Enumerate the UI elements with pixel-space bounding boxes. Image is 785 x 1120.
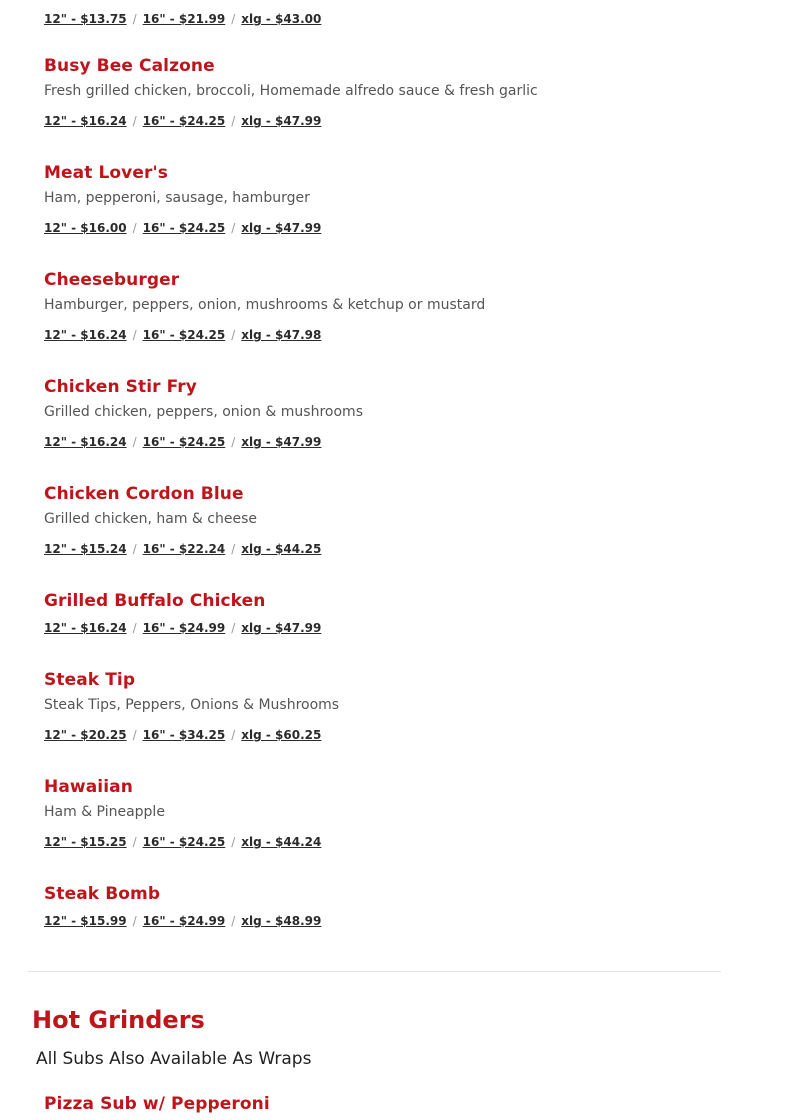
item-description: Ham, pepperoni, sausage, hamburger: [44, 190, 310, 206]
item-name: Chicken Stir Fry: [44, 377, 197, 397]
price-16-link[interactable]: 16" - $21.99: [142, 12, 226, 26]
item-name: Steak Bomb: [44, 884, 161, 904]
price-xlg-link[interactable]: xlg - $44.24: [241, 835, 322, 849]
price-12-link[interactable]: 12" - $16.24: [44, 435, 127, 449]
price-12-link[interactable]: 12" - $16.24: [44, 328, 127, 342]
menu-item: [44, 590, 321, 636]
item-name: Meat Lover's: [44, 163, 168, 183]
item-prices: [44, 434, 363, 450]
item-description: Ham & Pineapple: [44, 804, 165, 820]
price-separator: /: [231, 435, 236, 449]
price-16-link[interactable]: 16" - $24.25: [142, 221, 226, 235]
price-xlg-link[interactable]: xlg - $47.98: [241, 328, 322, 342]
item-description: Steak Tips, Peppers, Onions & Mushrooms: [44, 697, 340, 713]
price-separator: /: [132, 435, 137, 449]
menu-item: [44, 269, 485, 343]
price-16-link[interactable]: 16" - $24.25: [142, 114, 226, 128]
price-separator: /: [132, 728, 137, 742]
price-xlg-link[interactable]: xlg - $48.99: [241, 914, 322, 928]
item-name: Busy Bee Calzone: [44, 56, 215, 76]
price-12-link[interactable]: 12" - $16.24: [44, 114, 127, 128]
price-16-link[interactable]: 16" - $24.99: [142, 621, 226, 635]
item-prices: [44, 620, 321, 636]
item-description: Hamburger, peppers, onion, mushrooms & ketchup or mustard: [44, 297, 486, 313]
menu-item: [44, 776, 321, 850]
price-separator: /: [132, 542, 137, 556]
price-12-link[interactable]: 12" - $16.24: [44, 621, 127, 635]
item-description: Grilled chicken, ham & cheese: [44, 511, 257, 527]
price-xlg-link[interactable]: xlg - $43.00: [241, 12, 322, 26]
price-12-link[interactable]: 12" - $15.24: [44, 542, 127, 556]
price-12-link[interactable]: 12" - $13.75: [44, 12, 127, 26]
item-description: Grilled chicken, peppers, onion & mushrooms: [44, 404, 363, 420]
item-prices: [44, 113, 538, 129]
section-divider: [28, 971, 721, 972]
item-prices: [44, 913, 321, 929]
price-xlg-link[interactable]: xlg - $47.99: [241, 221, 322, 235]
section-title: Hot Grinders: [32, 1006, 205, 1034]
price-xlg-link[interactable]: xlg - $44.25: [241, 542, 322, 556]
price-16-link[interactable]: 16" - $24.99: [142, 914, 226, 928]
price-12-link[interactable]: 12" - $15.25: [44, 835, 127, 849]
price-separator: /: [132, 12, 137, 26]
menu-item: [44, 55, 538, 129]
price-12-link[interactable]: 12" - $16.00: [44, 221, 127, 235]
item-prices: [44, 727, 339, 743]
section-subtitle: All Subs Also Available As Wraps: [36, 1049, 312, 1069]
price-16-link[interactable]: 16" - $22.24: [142, 542, 226, 556]
price-12-link[interactable]: 12" - $20.25: [44, 728, 127, 742]
price-separator: /: [231, 835, 236, 849]
menu-item: [44, 376, 363, 450]
item-name: Pizza Sub w/ Pepperoni: [44, 1094, 270, 1114]
item-prices: [44, 220, 321, 236]
price-separator: /: [231, 728, 236, 742]
menu-item: [44, 883, 321, 929]
price-separator: /: [231, 621, 236, 635]
price-separator: /: [132, 221, 137, 235]
price-separator: /: [132, 835, 137, 849]
price-separator: /: [231, 221, 236, 235]
price-separator: /: [231, 12, 236, 26]
price-xlg-link[interactable]: xlg - $60.25: [241, 728, 322, 742]
price-separator: /: [231, 328, 236, 342]
item-prices: [44, 327, 485, 343]
price-separator: /: [132, 914, 137, 928]
price-separator: /: [231, 914, 236, 928]
item-description: Fresh grilled chicken, broccoli, Homemade alfredo sauce & fresh garlic: [44, 83, 538, 99]
price-16-link[interactable]: 16" - $34.25: [142, 728, 226, 742]
item-name: Cheeseburger: [44, 270, 180, 290]
menu-item: [44, 483, 321, 557]
price-12-link[interactable]: 12" - $15.99: [44, 914, 127, 928]
menu-item: [44, 1093, 270, 1115]
item-prices: [44, 11, 321, 27]
menu-item: [44, 162, 321, 236]
price-separator: /: [132, 621, 137, 635]
price-xlg-link[interactable]: xlg - $47.99: [241, 114, 322, 128]
item-name: Hawaiian: [44, 777, 133, 797]
price-separator: /: [231, 542, 236, 556]
price-separator: /: [132, 114, 137, 128]
item-prices: [44, 834, 321, 850]
price-16-link[interactable]: 16" - $24.25: [142, 835, 226, 849]
price-xlg-link[interactable]: xlg - $47.99: [241, 621, 322, 635]
item-name: Chicken Cordon Blue: [44, 484, 244, 504]
item-name: Grilled Buffalo Chicken: [44, 591, 266, 611]
price-xlg-link[interactable]: xlg - $47.99: [241, 435, 322, 449]
price-separator: /: [132, 328, 137, 342]
price-16-link[interactable]: 16" - $24.25: [142, 435, 226, 449]
price-16-link[interactable]: 16" - $24.25: [142, 328, 226, 342]
item-prices: [44, 541, 321, 557]
item-name: Steak Tip: [44, 670, 136, 690]
price-separator: /: [231, 114, 236, 128]
menu-item: [44, 669, 339, 743]
